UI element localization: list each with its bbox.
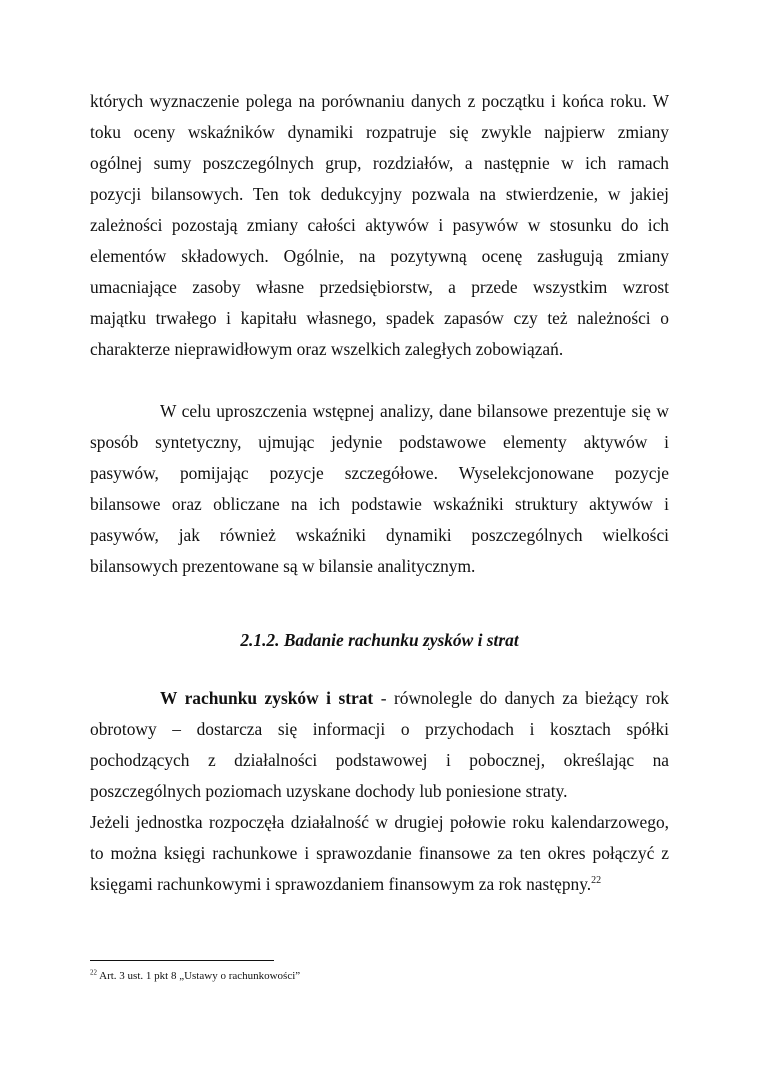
paragraph-1-line-5: zależności pozostają zmiany całości aktywów i pasywów w stosunku do ich: [90, 215, 669, 235]
paragraph-4-line-1: Jeżeli jednostka rozpoczęła działalność w drugiej połowie roku kalendarzowego,: [90, 812, 669, 832]
paragraph-2-line-6: bilansowych prezentowane są w bilansie analitycznym.: [90, 556, 476, 576]
paragraph-1-line-9: charakterze nieprawidłowym oraz wszelkich zaległych zobowiązań.: [90, 339, 564, 359]
paragraph-3-lead: W rachunku zysków i strat: [160, 688, 374, 708]
section-heading: 2.1.2. Badanie rachunku zysków i strat: [240, 630, 519, 650]
paragraph-2-line-1: W celu uproszczenia wstępnej analizy, dane bilansowe prezentuje się w: [160, 401, 669, 421]
paragraph-1-line-6: elementów składowych. Ogólnie, na pozytywną ocenę zasługują zmiany: [90, 246, 669, 266]
paragraph-2-line-4: bilansowe oraz obliczane na ich podstawie wskaźniki struktury aktywów i: [90, 494, 669, 514]
footnote-reference[interactable]: 22: [591, 875, 602, 887]
paragraph-1-line-3: ogólnej sumy poszczególnych grup, rozdziałów, a następnie w ich ramach: [90, 153, 669, 173]
paragraph-3-line-1: [160, 686, 669, 710]
paragraph-4-line-2: to można księgi rachunkowe i sprawozdanie finansowe za ten okres połączyć z: [90, 843, 669, 863]
paragraph-1-line-4: pozycji bilansowych. Ten tok dedukcyjny pozwala na stwierdzenie, w jakiej: [90, 184, 669, 204]
footnote: [90, 969, 669, 983]
footnote-text: Art. 3 ust. 1 pkt 8 „Ustawy o rachunkowości”: [97, 970, 301, 982]
paragraph-1-line-1: których wyznaczenie polega na porównaniu danych z początku i końca roku. W: [90, 91, 669, 111]
paragraph-3-line-3: pochodzących z działalności podstawowej i pobocznej, określając na: [90, 750, 669, 770]
paragraph-2-line-5: pasywów, jak również wskaźniki dynamiki poszczególnych wielkości: [90, 525, 669, 545]
paragraph-2-line-2: sposób syntetyczny, ujmując jedynie podstawowe elementy aktywów i: [90, 432, 669, 452]
paragraph-1-line-2: toku oceny wskaźników dynamiki rozpatruje się zwykle najpierw zmiany: [90, 122, 669, 142]
footnote-number: 22: [90, 968, 97, 977]
footnote-divider: [90, 960, 274, 961]
paragraph-1-line-8: majątku trwałego i kapitału własnego, spadek zapasów czy też należności o: [90, 308, 669, 328]
paragraph-1-line-7: umacniające zasoby własne przedsiębiorstw, a przede wszystkim wzrost: [90, 277, 669, 297]
paragraph-3-line-2: obrotowy – dostarcza się informacji o przychodach i kosztach spółki: [90, 719, 669, 739]
paragraph-2-line-3: pasywów, pomijając pozycje szczegółowe. Wyselekcjonowane pozycje: [90, 463, 669, 483]
paragraph-4-line-3-text: księgami rachunkowymi i sprawozdaniem finansowym za rok następny.: [90, 874, 592, 894]
paragraph-3-line-4: poszczególnych poziomach uzyskane dochody lub poniesione straty.: [90, 781, 568, 801]
paragraph-3-line-1-rest: - równolegle do danych za bieżący rok: [373, 688, 669, 708]
paragraph-4-line-3: [90, 872, 669, 896]
